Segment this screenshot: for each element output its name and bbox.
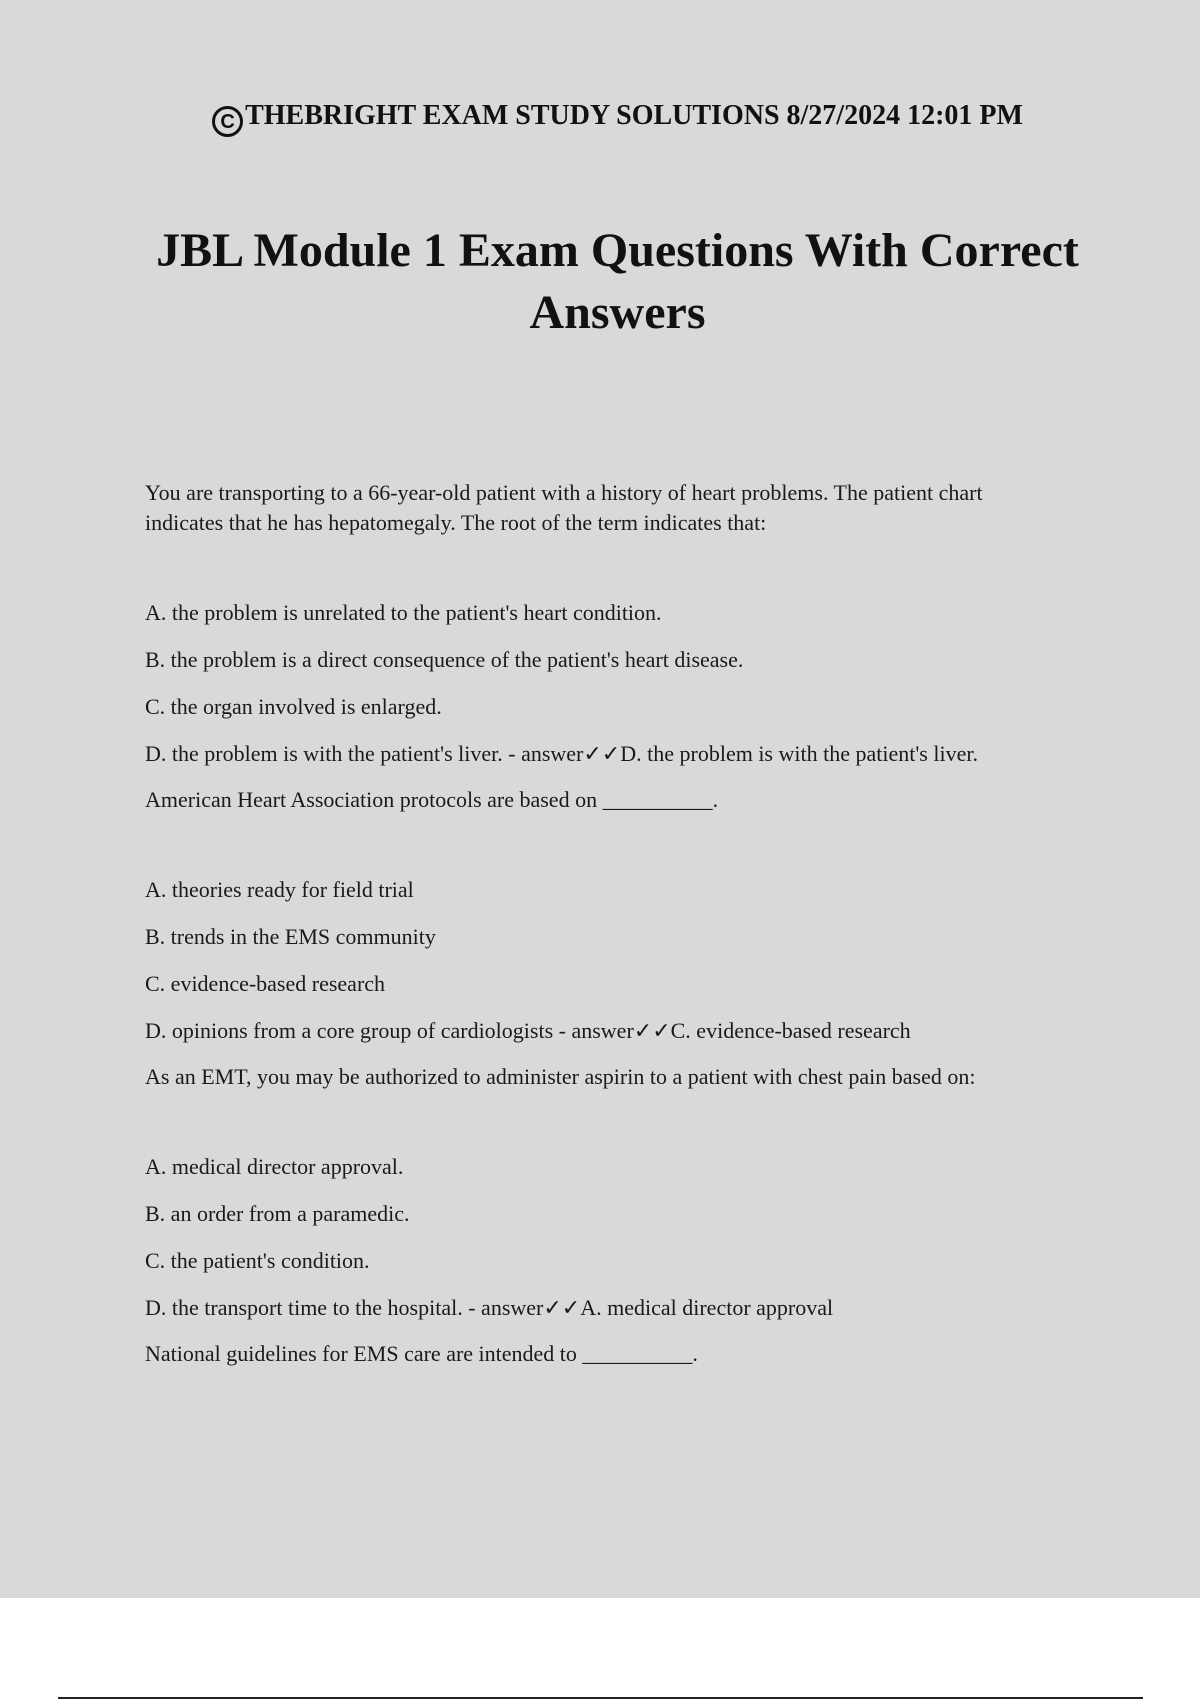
header-text: THEBRIGHT EXAM STUDY SOLUTIONS 8/27/2024 12:01 PM — [245, 100, 1023, 131]
question-2-option-d-answer: D. opinions from a core group of cardiologists - answer✓✓C. evidence-based research — [145, 1018, 911, 1043]
spacer — [145, 815, 1105, 875]
question-2 — [145, 785, 1105, 1046]
question-4 — [145, 1339, 1105, 1369]
question-2-option-a: A. theories ready for field trial — [145, 877, 414, 902]
question-list — [145, 478, 1105, 1369]
footer-divider — [58, 1697, 1143, 1699]
question-1-option-b: B. the problem is a direct consequence of the patient's heart disease. — [145, 647, 744, 672]
question-1-option-c: C. the organ involved is enlarged. — [145, 694, 442, 719]
question-1-option-a: A. the problem is unrelated to the patient's heart condition. — [145, 600, 662, 625]
spacer — [145, 1092, 1105, 1152]
question-1-stem-line-2: indicates that he has hepatomegaly. The root of the term indicates that: — [145, 510, 767, 535]
question-3-option-b: B. an order from a paramedic. — [145, 1201, 410, 1226]
question-3-option-c: C. the patient's condition. — [145, 1248, 370, 1273]
question-3-option-a: A. medical director approval. — [145, 1154, 404, 1179]
copyright-icon: C — [212, 106, 243, 137]
question-4-stem: National guidelines for EMS care are intended to __________. — [145, 1341, 698, 1366]
question-3-option-d-answer: D. the transport time to the hospital. - answer✓✓A. medical director approval — [145, 1295, 834, 1320]
question-2-option-c: C. evidence-based research — [145, 971, 386, 996]
document-title — [120, 220, 1115, 344]
question-3 — [145, 1062, 1105, 1323]
title-line-1: JBL Module 1 Exam Questions With Correct — [156, 224, 1079, 277]
page-header — [0, 100, 1200, 137]
question-3-stem: As an EMT, you may be authorized to administer aspirin to a patient with chest pain based on: — [145, 1064, 976, 1089]
spacer — [145, 538, 1105, 598]
title-line-2: Answers — [529, 286, 706, 339]
question-1-option-d-answer: D. the problem is with the patient's liver. - answer✓✓D. the problem is with the patient's liver. — [145, 741, 978, 766]
question-1 — [145, 478, 1105, 769]
question-1-stem-line-1: You are transporting to a 66-year-old patient with a history of heart problems. The patient chart — [145, 480, 983, 505]
question-2-option-b: B. trends in the EMS community — [145, 924, 436, 949]
question-2-stem: American Heart Association protocols are based on __________. — [145, 787, 719, 812]
